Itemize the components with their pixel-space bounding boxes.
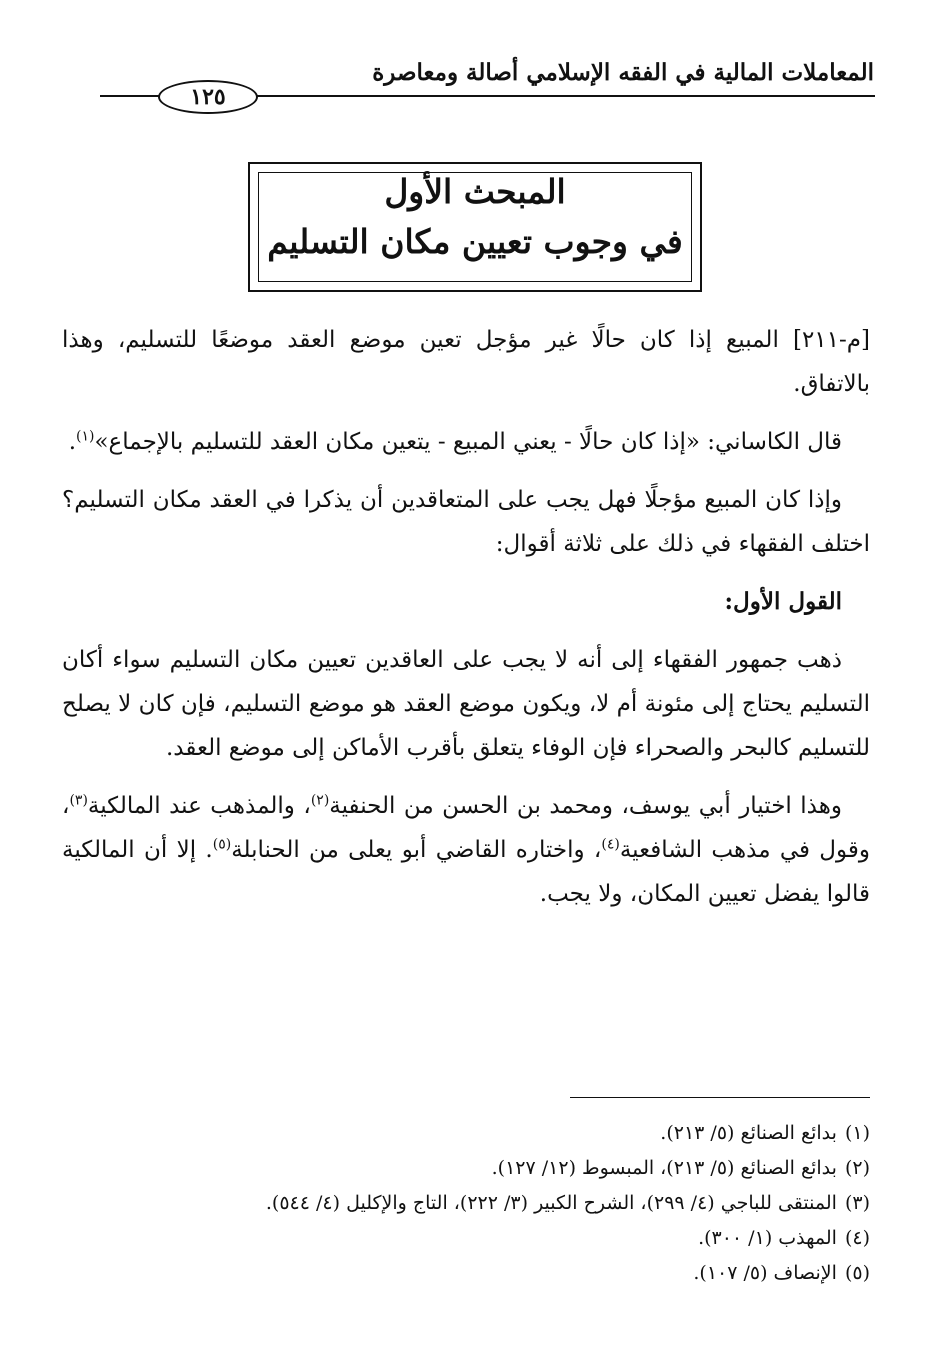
- paragraph-2: [62, 420, 870, 464]
- footnote-3: [62, 1186, 870, 1221]
- footnote-4: [62, 1221, 870, 1256]
- text-segment: ، وقول في مذهب الشافعية: [62, 793, 871, 863]
- text-segment: وهذا اختيار أبي يوسف، ومحمد بن الحسن من الحنفية: [329, 793, 842, 819]
- paragraph-4: ذهب جمهور الفقهاء إلى أنه لا يجب على العاقدين تعيين مكان التسليم سواء أكان التسليم يحتاج إلى مئونة أم لا، ويكون موضع العقد هو موضع التسليم، فإن كان لا يصلح للتسليم كالبحر والصحراء فإن الوفاء يتعلق بأقرب الأماكن إلى موضع العقد.: [62, 647, 870, 761]
- text-segment: ، والمذهب عند المالكية: [87, 793, 311, 819]
- footnote-text: بدائع الصنائع (٥/ ٢١٣)، المبسوط (١٢/ ١٢٧).: [491, 1157, 837, 1179]
- footnote-number: (٥): [844, 1262, 870, 1284]
- footnote-separator: [570, 1097, 870, 1098]
- section-title-box: [248, 162, 702, 292]
- footnote-number: (١): [844, 1122, 870, 1144]
- section-title: المبحث الأول: [384, 172, 566, 211]
- sentence-end: .: [68, 429, 77, 455]
- footnote-number: (٢): [844, 1157, 870, 1179]
- page-number-badge: ١٢٥: [158, 80, 258, 114]
- first-opinion-heading: القول الأول:: [724, 588, 842, 615]
- footnote-number: (٣): [844, 1192, 870, 1214]
- footnote-number: (٤): [844, 1227, 870, 1249]
- footnote-text: الإنصاف (٥/ ١٠٧).: [693, 1262, 837, 1284]
- footnote-1: [62, 1116, 870, 1151]
- footnote-ref-2[interactable]: (٢): [310, 792, 330, 809]
- footnote-ref-4[interactable]: (٤): [601, 836, 620, 853]
- footnote-text: بدائع الصنائع (٥/ ٢١٣).: [660, 1122, 837, 1144]
- footnote-ref-1[interactable]: (١): [76, 428, 95, 445]
- text-segment: . إلا أن المالكية قالوا يفضل تعيين المكان، ولا يجب.: [62, 837, 870, 907]
- footnote-ref-5[interactable]: (٥): [212, 836, 232, 853]
- text-segment: ، واختاره القاضي أبو يعلى من الحنابلة: [231, 837, 602, 863]
- footnote-text: المنتقى للباجي (٤/ ٢٩٩)، الشرح الكبير (٣/ ٢٢٢)، التاج والإكليل (٤/ ٥٤٤).: [265, 1192, 837, 1214]
- footnote-2: [62, 1151, 870, 1186]
- running-header-title: المعاملات المالية في الفقه الإسلامي أصالة ومعاصرة: [372, 59, 874, 86]
- paragraph-5: [62, 784, 870, 916]
- paragraph-3: وإذا كان المبيع مؤجلًا فهل يجب على المتعاقدين أن يذكرا في العقد مكان التسليم؟ اختلف الفقهاء في ذلك على ثلاثة أقوال:: [62, 487, 870, 557]
- footnote-ref-3[interactable]: (٣): [69, 792, 88, 809]
- body-text: [62, 318, 870, 930]
- section-subtitle: في وجوب تعيين مكان التسليم: [267, 222, 683, 261]
- quote-text: قال الكاساني: «إذا كان حالًا - يعني المبيع - يتعين مكان العقد للتسليم بالإجماع»: [94, 429, 842, 455]
- footnote-text: المهذب (١/ ٣٠٠).: [698, 1227, 837, 1249]
- paragraph-1: [م-٢١١] المبيع إذا كان حالًا غير مؤجل تعين موضع العقد موضعًا للتسليم، وهذا بالاتفاق.: [62, 327, 870, 397]
- footnotes: [62, 1116, 870, 1291]
- footnote-5: [62, 1256, 870, 1291]
